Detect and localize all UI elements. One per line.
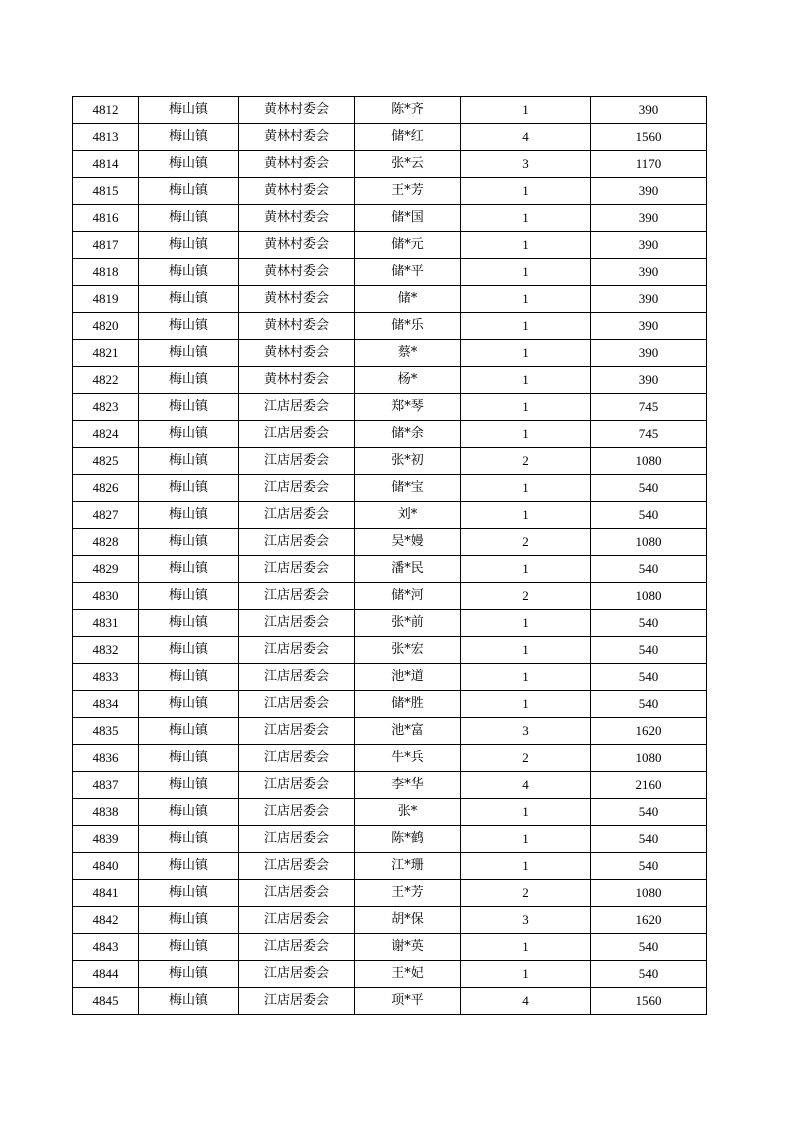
town-cell: 梅山镇 (139, 934, 239, 961)
name-cell: 李*华 (355, 772, 461, 799)
name-cell: 储*余 (355, 421, 461, 448)
town-cell: 梅山镇 (139, 637, 239, 664)
town-cell: 梅山镇 (139, 97, 239, 124)
serial-number-cell: 4839 (73, 826, 139, 853)
amount-cell: 540 (591, 799, 707, 826)
committee-cell: 江店居委会 (239, 907, 355, 934)
amount-cell: 390 (591, 97, 707, 124)
name-cell: 刘* (355, 502, 461, 529)
data-table-container (72, 96, 707, 1015)
committee-cell: 江店居委会 (239, 745, 355, 772)
amount-cell: 540 (591, 610, 707, 637)
amount-cell: 540 (591, 934, 707, 961)
table-row (73, 367, 707, 394)
table-row (73, 718, 707, 745)
amount-cell: 390 (591, 259, 707, 286)
committee-cell: 江店居委会 (239, 880, 355, 907)
table-row (73, 394, 707, 421)
town-cell: 梅山镇 (139, 340, 239, 367)
committee-cell: 江店居委会 (239, 448, 355, 475)
table-row (73, 664, 707, 691)
town-cell: 梅山镇 (139, 124, 239, 151)
count-cell: 3 (461, 151, 591, 178)
count-cell: 2 (461, 583, 591, 610)
committee-cell: 黄林村委会 (239, 124, 355, 151)
town-cell: 梅山镇 (139, 826, 239, 853)
count-cell: 1 (461, 367, 591, 394)
serial-number-cell: 4830 (73, 583, 139, 610)
table-row (73, 853, 707, 880)
committee-cell: 江店居委会 (239, 394, 355, 421)
serial-number-cell: 4833 (73, 664, 139, 691)
amount-cell: 745 (591, 394, 707, 421)
table-row (73, 286, 707, 313)
table-row (73, 340, 707, 367)
name-cell: 张* (355, 799, 461, 826)
town-cell: 梅山镇 (139, 205, 239, 232)
amount-cell: 1080 (591, 880, 707, 907)
table-row (73, 907, 707, 934)
committee-cell: 黄林村委会 (239, 205, 355, 232)
count-cell: 2 (461, 745, 591, 772)
count-cell: 4 (461, 988, 591, 1015)
table-row (73, 583, 707, 610)
town-cell: 梅山镇 (139, 853, 239, 880)
town-cell: 梅山镇 (139, 907, 239, 934)
serial-number-cell: 4818 (73, 259, 139, 286)
amount-cell: 1620 (591, 907, 707, 934)
town-cell: 梅山镇 (139, 367, 239, 394)
count-cell: 1 (461, 394, 591, 421)
serial-number-cell: 4841 (73, 880, 139, 907)
town-cell: 梅山镇 (139, 259, 239, 286)
committee-cell: 江店居委会 (239, 529, 355, 556)
table-row (73, 475, 707, 502)
amount-cell: 540 (591, 556, 707, 583)
name-cell: 储*国 (355, 205, 461, 232)
amount-cell: 390 (591, 340, 707, 367)
amount-cell: 540 (591, 664, 707, 691)
count-cell: 1 (461, 421, 591, 448)
name-cell: 王*芳 (355, 880, 461, 907)
table-row (73, 178, 707, 205)
town-cell: 梅山镇 (139, 610, 239, 637)
town-cell: 梅山镇 (139, 529, 239, 556)
serial-number-cell: 4822 (73, 367, 139, 394)
count-cell: 1 (461, 853, 591, 880)
serial-number-cell: 4836 (73, 745, 139, 772)
committee-cell: 江店居委会 (239, 475, 355, 502)
amount-cell: 540 (591, 826, 707, 853)
town-cell: 梅山镇 (139, 178, 239, 205)
table-row (73, 151, 707, 178)
name-cell: 项*平 (355, 988, 461, 1015)
name-cell: 牛*兵 (355, 745, 461, 772)
table-row (73, 772, 707, 799)
name-cell: 杨* (355, 367, 461, 394)
serial-number-cell: 4820 (73, 313, 139, 340)
name-cell: 王*芳 (355, 178, 461, 205)
committee-cell: 江店居委会 (239, 718, 355, 745)
serial-number-cell: 4835 (73, 718, 139, 745)
count-cell: 1 (461, 259, 591, 286)
town-cell: 梅山镇 (139, 394, 239, 421)
name-cell: 储*胜 (355, 691, 461, 718)
name-cell: 储* (355, 286, 461, 313)
table-row (73, 934, 707, 961)
table-row (73, 448, 707, 475)
serial-number-cell: 4831 (73, 610, 139, 637)
serial-number-cell: 4840 (73, 853, 139, 880)
count-cell: 1 (461, 664, 591, 691)
committee-cell: 黄林村委会 (239, 151, 355, 178)
serial-number-cell: 4814 (73, 151, 139, 178)
amount-cell: 745 (591, 421, 707, 448)
amount-cell: 390 (591, 367, 707, 394)
count-cell: 1 (461, 637, 591, 664)
count-cell: 4 (461, 772, 591, 799)
amount-cell: 1620 (591, 718, 707, 745)
table-row (73, 502, 707, 529)
town-cell: 梅山镇 (139, 718, 239, 745)
committee-cell: 黄林村委会 (239, 97, 355, 124)
town-cell: 梅山镇 (139, 286, 239, 313)
data-table (72, 96, 707, 1015)
committee-cell: 江店居委会 (239, 637, 355, 664)
committee-cell: 江店居委会 (239, 961, 355, 988)
committee-cell: 江店居委会 (239, 853, 355, 880)
table-row (73, 205, 707, 232)
committee-cell: 黄林村委会 (239, 232, 355, 259)
committee-cell: 黄林村委会 (239, 340, 355, 367)
committee-cell: 江店居委会 (239, 610, 355, 637)
table-row (73, 691, 707, 718)
table-row (73, 421, 707, 448)
count-cell: 1 (461, 610, 591, 637)
committee-cell: 江店居委会 (239, 556, 355, 583)
serial-number-cell: 4816 (73, 205, 139, 232)
town-cell: 梅山镇 (139, 961, 239, 988)
town-cell: 梅山镇 (139, 313, 239, 340)
serial-number-cell: 4812 (73, 97, 139, 124)
amount-cell: 540 (591, 961, 707, 988)
committee-cell: 黄林村委会 (239, 367, 355, 394)
amount-cell: 1170 (591, 151, 707, 178)
committee-cell: 江店居委会 (239, 664, 355, 691)
serial-number-cell: 4844 (73, 961, 139, 988)
table-row (73, 745, 707, 772)
count-cell: 3 (461, 718, 591, 745)
name-cell: 储*宝 (355, 475, 461, 502)
name-cell: 谢*英 (355, 934, 461, 961)
committee-cell: 江店居委会 (239, 502, 355, 529)
name-cell: 张*前 (355, 610, 461, 637)
amount-cell: 1560 (591, 988, 707, 1015)
count-cell: 1 (461, 313, 591, 340)
amount-cell: 1080 (591, 745, 707, 772)
name-cell: 蔡* (355, 340, 461, 367)
count-cell: 1 (461, 475, 591, 502)
table-row (73, 313, 707, 340)
count-cell: 1 (461, 961, 591, 988)
name-cell: 潘*民 (355, 556, 461, 583)
table-row (73, 556, 707, 583)
serial-number-cell: 4824 (73, 421, 139, 448)
serial-number-cell: 4827 (73, 502, 139, 529)
town-cell: 梅山镇 (139, 583, 239, 610)
count-cell: 1 (461, 502, 591, 529)
count-cell: 1 (461, 178, 591, 205)
town-cell: 梅山镇 (139, 475, 239, 502)
serial-number-cell: 4823 (73, 394, 139, 421)
name-cell: 储*河 (355, 583, 461, 610)
name-cell: 储*元 (355, 232, 461, 259)
town-cell: 梅山镇 (139, 421, 239, 448)
table-row (73, 637, 707, 664)
count-cell: 1 (461, 556, 591, 583)
town-cell: 梅山镇 (139, 745, 239, 772)
name-cell: 陈*齐 (355, 97, 461, 124)
serial-number-cell: 4819 (73, 286, 139, 313)
count-cell: 1 (461, 934, 591, 961)
table-row (73, 799, 707, 826)
committee-cell: 黄林村委会 (239, 286, 355, 313)
name-cell: 池*富 (355, 718, 461, 745)
table-row (73, 880, 707, 907)
amount-cell: 1560 (591, 124, 707, 151)
count-cell: 1 (461, 691, 591, 718)
serial-number-cell: 4826 (73, 475, 139, 502)
count-cell: 1 (461, 826, 591, 853)
amount-cell: 1080 (591, 529, 707, 556)
committee-cell: 江店居委会 (239, 583, 355, 610)
committee-cell: 黄林村委会 (239, 313, 355, 340)
amount-cell: 2160 (591, 772, 707, 799)
name-cell: 陈*鹤 (355, 826, 461, 853)
amount-cell: 390 (591, 205, 707, 232)
name-cell: 江*珊 (355, 853, 461, 880)
name-cell: 吴*嫚 (355, 529, 461, 556)
amount-cell: 540 (591, 475, 707, 502)
amount-cell: 390 (591, 286, 707, 313)
amount-cell: 390 (591, 232, 707, 259)
amount-cell: 1080 (591, 448, 707, 475)
town-cell: 梅山镇 (139, 691, 239, 718)
serial-number-cell: 4815 (73, 178, 139, 205)
serial-number-cell: 4821 (73, 340, 139, 367)
committee-cell: 黄林村委会 (239, 259, 355, 286)
count-cell: 1 (461, 286, 591, 313)
committee-cell: 江店居委会 (239, 691, 355, 718)
committee-cell: 江店居委会 (239, 934, 355, 961)
amount-cell: 390 (591, 178, 707, 205)
name-cell: 张*云 (355, 151, 461, 178)
serial-number-cell: 4845 (73, 988, 139, 1015)
town-cell: 梅山镇 (139, 664, 239, 691)
committee-cell: 江店居委会 (239, 421, 355, 448)
town-cell: 梅山镇 (139, 502, 239, 529)
committee-cell: 江店居委会 (239, 988, 355, 1015)
name-cell: 池*道 (355, 664, 461, 691)
table-row (73, 610, 707, 637)
committee-cell: 江店居委会 (239, 799, 355, 826)
town-cell: 梅山镇 (139, 448, 239, 475)
amount-cell: 540 (591, 691, 707, 718)
name-cell: 郑*琴 (355, 394, 461, 421)
serial-number-cell: 4828 (73, 529, 139, 556)
table-row (73, 124, 707, 151)
town-cell: 梅山镇 (139, 556, 239, 583)
town-cell: 梅山镇 (139, 151, 239, 178)
town-cell: 梅山镇 (139, 799, 239, 826)
name-cell: 胡*保 (355, 907, 461, 934)
table-row (73, 232, 707, 259)
amount-cell: 1080 (591, 583, 707, 610)
serial-number-cell: 4837 (73, 772, 139, 799)
serial-number-cell: 4843 (73, 934, 139, 961)
table-row (73, 826, 707, 853)
count-cell: 3 (461, 907, 591, 934)
count-cell: 4 (461, 124, 591, 151)
count-cell: 1 (461, 205, 591, 232)
committee-cell: 江店居委会 (239, 772, 355, 799)
town-cell: 梅山镇 (139, 988, 239, 1015)
serial-number-cell: 4829 (73, 556, 139, 583)
committee-cell: 江店居委会 (239, 826, 355, 853)
name-cell: 张*初 (355, 448, 461, 475)
table-row (73, 97, 707, 124)
count-cell: 2 (461, 529, 591, 556)
count-cell: 2 (461, 448, 591, 475)
name-cell: 储*红 (355, 124, 461, 151)
serial-number-cell: 4834 (73, 691, 139, 718)
table-body (73, 97, 707, 1015)
amount-cell: 390 (591, 313, 707, 340)
amount-cell: 540 (591, 637, 707, 664)
serial-number-cell: 4817 (73, 232, 139, 259)
serial-number-cell: 4832 (73, 637, 139, 664)
name-cell: 储*平 (355, 259, 461, 286)
table-row (73, 529, 707, 556)
serial-number-cell: 4825 (73, 448, 139, 475)
table-row (73, 961, 707, 988)
town-cell: 梅山镇 (139, 772, 239, 799)
name-cell: 张*宏 (355, 637, 461, 664)
table-row (73, 259, 707, 286)
amount-cell: 540 (591, 502, 707, 529)
committee-cell: 黄林村委会 (239, 178, 355, 205)
count-cell: 1 (461, 340, 591, 367)
town-cell: 梅山镇 (139, 232, 239, 259)
name-cell: 储*乐 (355, 313, 461, 340)
count-cell: 1 (461, 97, 591, 124)
serial-number-cell: 4842 (73, 907, 139, 934)
town-cell: 梅山镇 (139, 880, 239, 907)
serial-number-cell: 4813 (73, 124, 139, 151)
serial-number-cell: 4838 (73, 799, 139, 826)
count-cell: 2 (461, 880, 591, 907)
name-cell: 王*妃 (355, 961, 461, 988)
count-cell: 1 (461, 799, 591, 826)
amount-cell: 540 (591, 853, 707, 880)
table-row (73, 988, 707, 1015)
count-cell: 1 (461, 232, 591, 259)
